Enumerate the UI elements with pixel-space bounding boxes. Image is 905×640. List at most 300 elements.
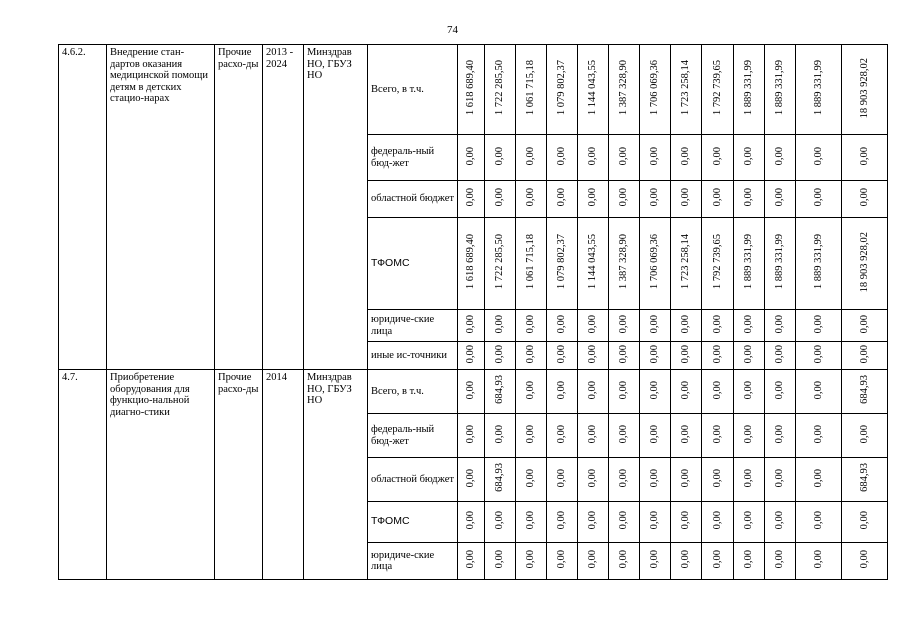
year-value [702,543,734,580]
value-text: 0,00 [587,550,598,569]
years: 2013 - 2024 [263,45,304,370]
year-value [609,45,640,135]
year-value [458,135,485,181]
value-text: 0,00 [812,188,824,207]
year-value [458,502,485,543]
value-text: 1 387 328,90 [618,234,629,290]
value-text: 0,00 [556,188,567,207]
value-text: 1 889 331,99 [743,234,754,290]
year-value [734,218,765,310]
year-value [734,502,765,543]
year-value [765,502,796,543]
year-value [765,414,796,458]
value-text: 0,00 [618,550,629,569]
year-value [578,414,609,458]
year-value [640,135,671,181]
value-text: 0,00 [525,511,536,530]
value-text: 1 792 739,65 [711,60,723,116]
year-value [578,342,609,370]
year-value [485,45,516,135]
year-value [671,181,702,218]
value-text: 0,00 [812,344,824,363]
year-value [516,218,547,310]
expense-type: Прочие расхо-ды [215,370,263,580]
value-text: 0,00 [711,314,723,333]
value-text: 0,00 [556,380,567,399]
value-text: 0,00 [556,424,567,443]
value-text: 1 706 069,36 [649,60,660,116]
year-value [578,45,609,135]
year-value [640,543,671,580]
value-text: 0,00 [774,314,785,333]
value-text: 0,00 [618,380,629,399]
total-value [842,310,888,342]
year-value [765,543,796,580]
value-text: 0,00 [858,188,870,207]
value-text: 1 722 285,50 [494,234,505,290]
year-value [796,414,842,458]
executor: Минздрав НО, ГБУЗ НО [304,370,368,580]
value-text: 0,00 [743,314,754,333]
budget-table [58,44,888,580]
value-text: 0,00 [465,468,476,487]
value-text: 1 079 802,37 [556,60,567,116]
year-value [609,218,640,310]
value-text: 0,00 [587,314,598,333]
value-text: 1 618 689,40 [465,234,476,290]
year-value [765,342,796,370]
value-text: 0,00 [618,146,629,165]
value-text: 0,00 [743,550,754,569]
value-text: 1 889 331,99 [812,234,824,290]
total-value [842,543,888,580]
year-value [609,181,640,218]
year-value [485,502,516,543]
year-value [609,414,640,458]
year-value [485,370,516,414]
year-value [671,502,702,543]
value-text: 0,00 [858,344,870,363]
value-text: 0,00 [494,550,505,569]
year-value [485,543,516,580]
value-text: 0,00 [649,146,660,165]
year-value [547,543,578,580]
value-text: 18 903 928,02 [858,231,870,292]
value-text: 0,00 [680,146,691,165]
value-text: 1 889 331,99 [774,234,785,290]
year-value [702,502,734,543]
year-value [796,502,842,543]
value-text: 0,00 [525,314,536,333]
year-value [578,458,609,502]
year-value [578,218,609,310]
value-text: 1 889 331,99 [743,60,754,116]
year-value [485,310,516,342]
year-value [578,502,609,543]
value-text: 0,00 [618,468,629,487]
year-value [516,181,547,218]
year-value [702,458,734,502]
year-value [516,414,547,458]
year-value [547,45,578,135]
total-value [842,414,888,458]
value-text: 0,00 [556,314,567,333]
total-value [842,370,888,414]
year-value [765,218,796,310]
year-value [796,310,842,342]
value-text: 0,00 [649,344,660,363]
value-text: 0,00 [494,146,505,165]
value-text: 0,00 [680,424,691,443]
year-value [702,370,734,414]
year-value [547,218,578,310]
year-value [734,370,765,414]
year-value [516,543,547,580]
value-text: 0,00 [587,188,598,207]
value-text: 0,00 [465,424,476,443]
value-text: 0,00 [711,146,723,165]
year-value [671,458,702,502]
year-value [702,414,734,458]
value-text: 0,00 [556,511,567,530]
value-text: 0,00 [858,511,870,530]
value-text: 0,00 [465,188,476,207]
value-text: 0,00 [556,550,567,569]
year-value [671,135,702,181]
total-value [842,218,888,310]
value-text: 0,00 [649,550,660,569]
value-text: 0,00 [618,344,629,363]
year-value [547,370,578,414]
year-value [516,370,547,414]
year-value [640,218,671,310]
value-text: 0,00 [680,511,691,530]
funding-source: Всего, в т.ч. [368,45,458,135]
value-text: 0,00 [556,344,567,363]
value-text: 1 722 285,50 [494,60,505,116]
year-value [516,135,547,181]
year-value [547,458,578,502]
year-value [640,181,671,218]
value-text: 0,00 [649,380,660,399]
year-value [796,218,842,310]
value-text: 0,00 [812,314,824,333]
value-text: 0,00 [711,511,723,530]
value-text: 0,00 [812,550,824,569]
value-text: 0,00 [743,146,754,165]
value-text: 0,00 [774,188,785,207]
total-value [842,45,888,135]
funding-source: областной бюджет [368,181,458,218]
value-text: 0,00 [774,511,785,530]
year-value [458,45,485,135]
value-text: 0,00 [587,468,598,487]
value-text: 0,00 [525,188,536,207]
total-value [842,502,888,543]
year-value [702,45,734,135]
year-value [609,342,640,370]
year-value [671,218,702,310]
table-row [59,45,888,135]
value-text: 0,00 [812,146,824,165]
year-value [734,414,765,458]
value-text: 0,00 [525,424,536,443]
value-text: 1 618 689,40 [465,60,476,116]
year-value [765,45,796,135]
year-value [516,45,547,135]
page-number: 74 [447,24,458,36]
value-text: 1 144 043,55 [587,234,598,290]
year-value [702,342,734,370]
value-text: 1 889 331,99 [774,60,785,116]
funding-source: федераль-ный бюд-жет [368,414,458,458]
item-title: Внедрение стан-дартов оказания медицинской помощи детям в детских стацио-нарах [107,45,215,370]
total-value [842,458,888,502]
value-text: 0,00 [858,146,870,165]
year-value [734,45,765,135]
year-value [609,135,640,181]
value-text: 0,00 [774,380,785,399]
value-text: 0,00 [465,511,476,530]
value-text: 0,00 [743,188,754,207]
year-value [765,310,796,342]
value-text: 0,00 [680,314,691,333]
total-value [842,135,888,181]
expense-type: Прочие расхо-ды [215,45,263,370]
executor: Минздрав НО, ГБУЗ НО [304,45,368,370]
year-value [640,342,671,370]
year-value [702,135,734,181]
year-value [609,458,640,502]
value-text: 684,93 [858,463,870,493]
value-text: 0,00 [711,468,723,487]
value-text: 0,00 [743,380,754,399]
year-value [640,370,671,414]
value-text: 0,00 [812,380,824,399]
value-text: 684,93 [858,375,870,405]
value-text: 0,00 [743,468,754,487]
value-text: 684,93 [494,463,505,493]
value-text: 0,00 [743,511,754,530]
year-value [485,135,516,181]
value-text: 0,00 [465,344,476,363]
value-text: 1 723 258,14 [680,234,691,290]
value-text: 0,00 [774,550,785,569]
item-title: Приобретение оборудования для функцио-нальной диагно-стики [107,370,215,580]
year-value [609,543,640,580]
year-value [547,135,578,181]
value-text: 0,00 [525,380,536,399]
year-value [765,181,796,218]
value-text: 0,00 [680,188,691,207]
year-value [485,414,516,458]
value-text: 0,00 [812,468,824,487]
year-value [547,181,578,218]
year-value [485,342,516,370]
year-value [640,502,671,543]
value-text: 0,00 [556,468,567,487]
value-text: 0,00 [649,468,660,487]
value-text: 1 387 328,90 [618,60,629,116]
value-text: 0,00 [858,424,870,443]
year-value [547,414,578,458]
funding-source: ТФОМС [368,218,458,310]
funding-source: Всего, в т.ч. [368,370,458,414]
value-text: 0,00 [556,146,567,165]
year-value [796,543,842,580]
year-value [516,342,547,370]
year-value [640,310,671,342]
year-value [765,458,796,502]
year-value [547,502,578,543]
year-value [458,458,485,502]
value-text: 0,00 [711,188,723,207]
value-text: 0,00 [812,511,824,530]
value-text: 0,00 [465,314,476,333]
value-text: 1 079 802,37 [556,234,567,290]
funding-source: иные ис-точники [368,342,458,370]
year-value [578,543,609,580]
value-text: 0,00 [618,188,629,207]
value-text: 0,00 [494,344,505,363]
value-text: 0,00 [494,188,505,207]
value-text: 0,00 [465,550,476,569]
year-value [609,502,640,543]
value-text: 0,00 [525,468,536,487]
value-text: 0,00 [525,344,536,363]
year-value [609,370,640,414]
year-value [458,310,485,342]
value-text: 1 061 715,18 [525,234,536,290]
value-text: 0,00 [711,344,723,363]
year-value [578,135,609,181]
year-value [578,310,609,342]
value-text: 0,00 [649,424,660,443]
table-row [59,370,888,414]
value-text: 0,00 [680,550,691,569]
year-value [671,310,702,342]
year-value [458,342,485,370]
value-text: 0,00 [618,314,629,333]
value-text: 1 144 043,55 [587,60,598,116]
value-text: 0,00 [774,146,785,165]
year-value [734,181,765,218]
value-text: 1 061 715,18 [525,60,536,116]
value-text: 0,00 [680,380,691,399]
funding-source: областной бюджет [368,458,458,502]
value-text: 0,00 [525,550,536,569]
year-value [609,310,640,342]
year-value [485,458,516,502]
value-text: 0,00 [587,380,598,399]
year-value [671,370,702,414]
value-text: 0,00 [587,424,598,443]
year-value [702,181,734,218]
year-value [702,218,734,310]
year-value [796,181,842,218]
year-value [516,310,547,342]
value-text: 684,93 [494,375,505,405]
value-text: 18 903 928,02 [858,57,870,118]
value-text: 0,00 [649,314,660,333]
year-value [734,342,765,370]
value-text: 0,00 [774,424,785,443]
year-value [671,45,702,135]
value-text: 0,00 [680,344,691,363]
year-value [734,310,765,342]
value-text: 0,00 [587,511,598,530]
value-text: 0,00 [618,424,629,443]
value-text: 0,00 [774,344,785,363]
year-value [458,370,485,414]
value-text: 0,00 [858,550,870,569]
year-value [671,543,702,580]
value-text: 0,00 [812,424,824,443]
value-text: 0,00 [743,424,754,443]
value-text: 0,00 [465,146,476,165]
year-value [640,414,671,458]
value-text: 1 723 258,14 [680,60,691,116]
year-value [796,458,842,502]
value-text: 0,00 [711,424,723,443]
value-text: 1 889 331,99 [812,60,824,116]
year-value [547,342,578,370]
value-text: 0,00 [494,511,505,530]
value-text: 0,00 [587,146,598,165]
total-value [842,342,888,370]
value-text: 0,00 [649,511,660,530]
value-text: 1 792 739,65 [711,234,723,290]
year-value [458,414,485,458]
funding-source: юридиче-ские лица [368,543,458,580]
years: 2014 [263,370,304,580]
value-text: 0,00 [525,146,536,165]
value-text: 0,00 [494,314,505,333]
year-value [765,370,796,414]
year-value [671,414,702,458]
value-text: 0,00 [618,511,629,530]
year-value [458,181,485,218]
year-value [702,310,734,342]
funding-source: федераль-ный бюд-жет [368,135,458,181]
funding-source: юридиче-ские лица [368,310,458,342]
year-value [458,543,485,580]
value-text: 0,00 [587,344,598,363]
value-text: 0,00 [743,344,754,363]
value-text: 0,00 [711,550,723,569]
value-text: 0,00 [774,468,785,487]
funding-source: ТФОМС [368,502,458,543]
year-value [516,502,547,543]
year-value [796,342,842,370]
year-value [516,458,547,502]
item-code: 4.7. [59,370,107,580]
year-value [671,342,702,370]
value-text: 0,00 [649,188,660,207]
year-value [765,135,796,181]
year-value [796,45,842,135]
year-value [640,45,671,135]
year-value [485,181,516,218]
value-text: 0,00 [494,424,505,443]
value-text: 0,00 [711,380,723,399]
year-value [458,218,485,310]
total-value [842,181,888,218]
year-value [734,543,765,580]
year-value [734,135,765,181]
year-value [578,370,609,414]
year-value [734,458,765,502]
